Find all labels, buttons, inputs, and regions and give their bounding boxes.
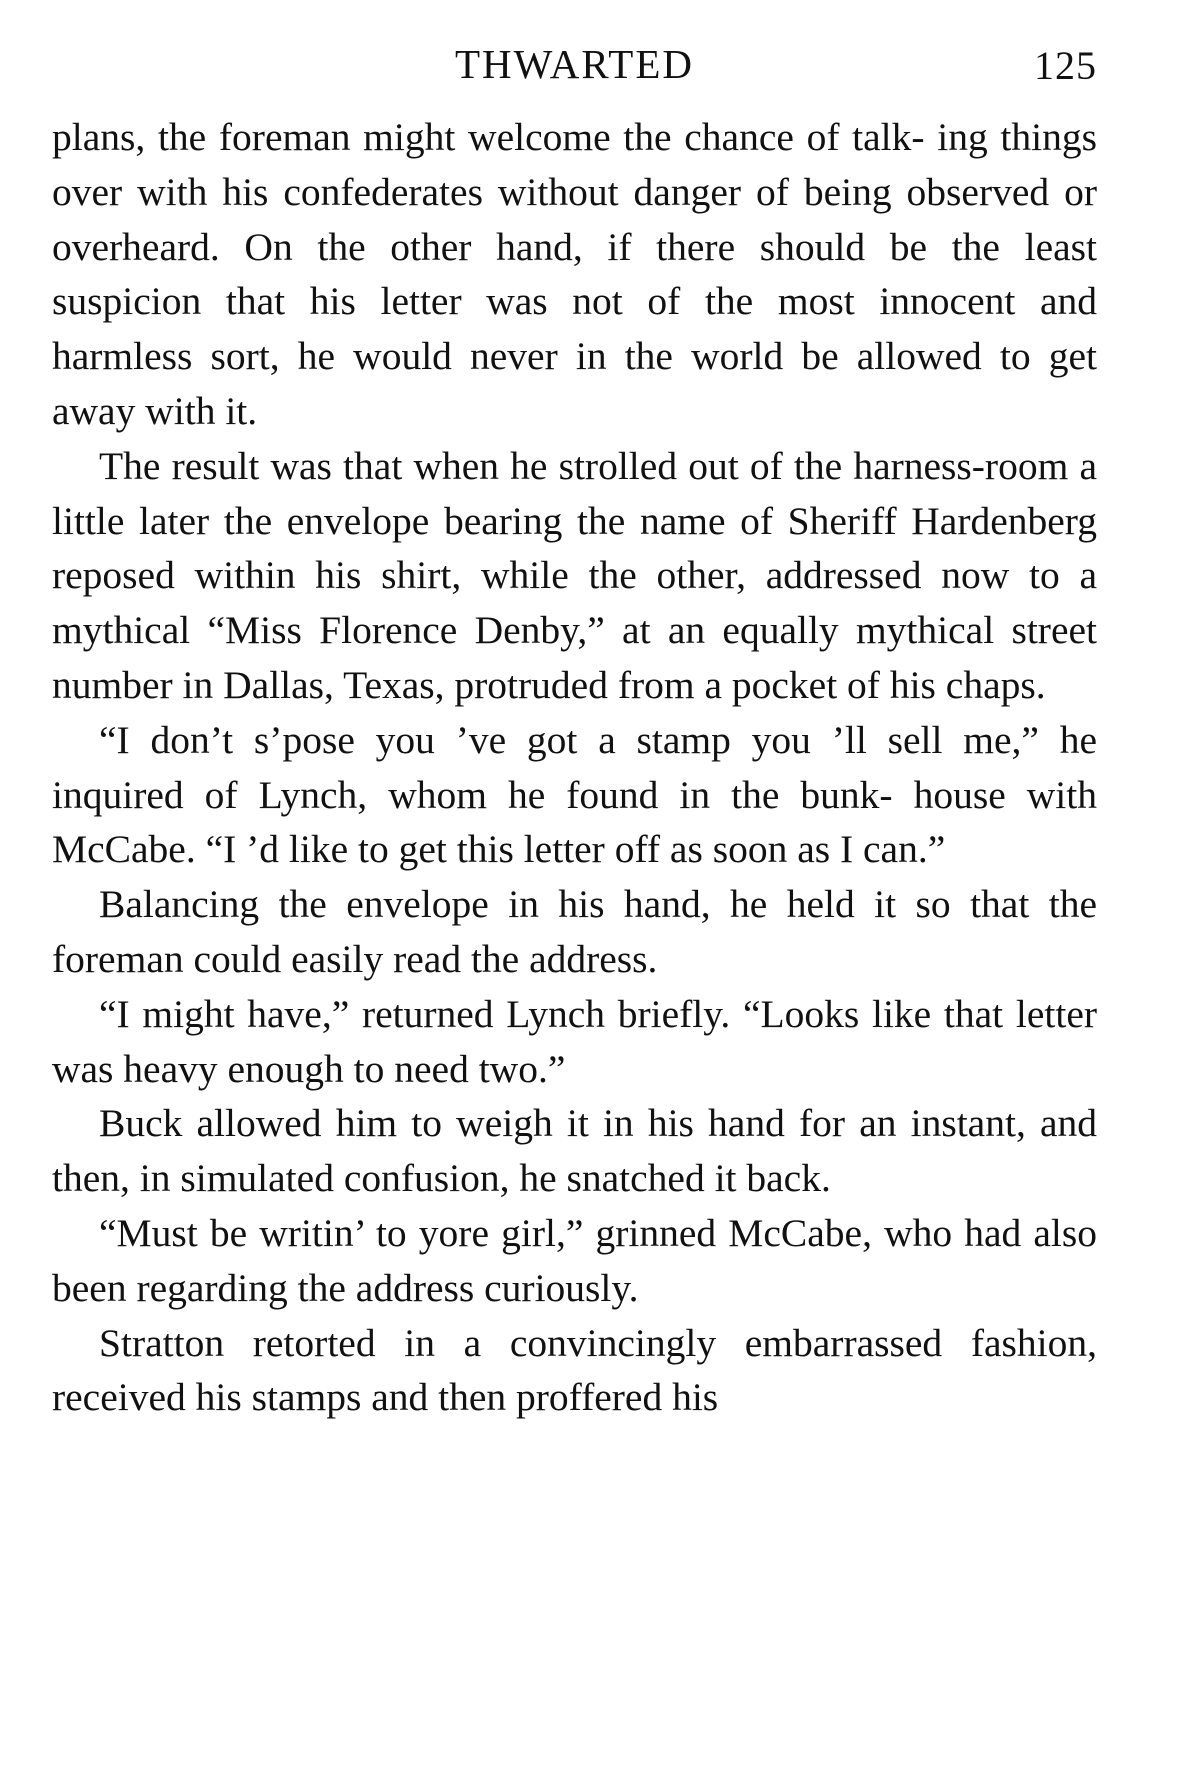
page-number: 125 (1034, 43, 1097, 88)
paragraph: “I don’t s’pose you ’ve got a stamp you ’ll sell me,” he inquired of Lynch, whom he found in the bunk- house with McCabe. “I ’d like to get this letter off as soon as I can.” (52, 717, 1097, 872)
book-page (52, 40, 1097, 1425)
paragraph: Balancing the envelope in his hand, he held it so that the foreman could easily read the address. (52, 882, 1097, 981)
paragraph: Buck allowed him to weigh it in his hand for an instant, and then, in simulated confusion, he snatched it back. (52, 1101, 1097, 1201)
running-title: THWARTED (455, 41, 694, 87)
body-text (52, 110, 1097, 1425)
paragraph: “I might have,” returned Lynch briefly. “Looks like that letter was heavy enough to need two.” (52, 991, 1097, 1091)
paragraph: “Must be writin’ to yore girl,” grinned McCabe, who had also been regarding the address curiously. (52, 1210, 1097, 1310)
paragraph: Stratton retorted in a convincingly embarrassed fashion, received his stamps and then proffered his (52, 1320, 1097, 1420)
paragraph-continued: plans, the foreman might welcome the chance of talk- ing things over with his confederates without danger of being observed or overheard. On the other hand, if there should be the least suspicion that his letter was not of the most innocent and harmless sort, he would never in the world be allowed to get away with it. (52, 115, 1097, 433)
running-head (52, 40, 1097, 104)
paragraph: The result was that when he strolled out of the harness-room a little later the envelope bearing the name of Sheriff Hardenberg reposed within his shirt, while the other, addressed now to a mythical “Miss Florence Denby,” at an equally mythical street number in Dallas, Texas, protruded from a pocket of his chaps. (52, 443, 1097, 707)
